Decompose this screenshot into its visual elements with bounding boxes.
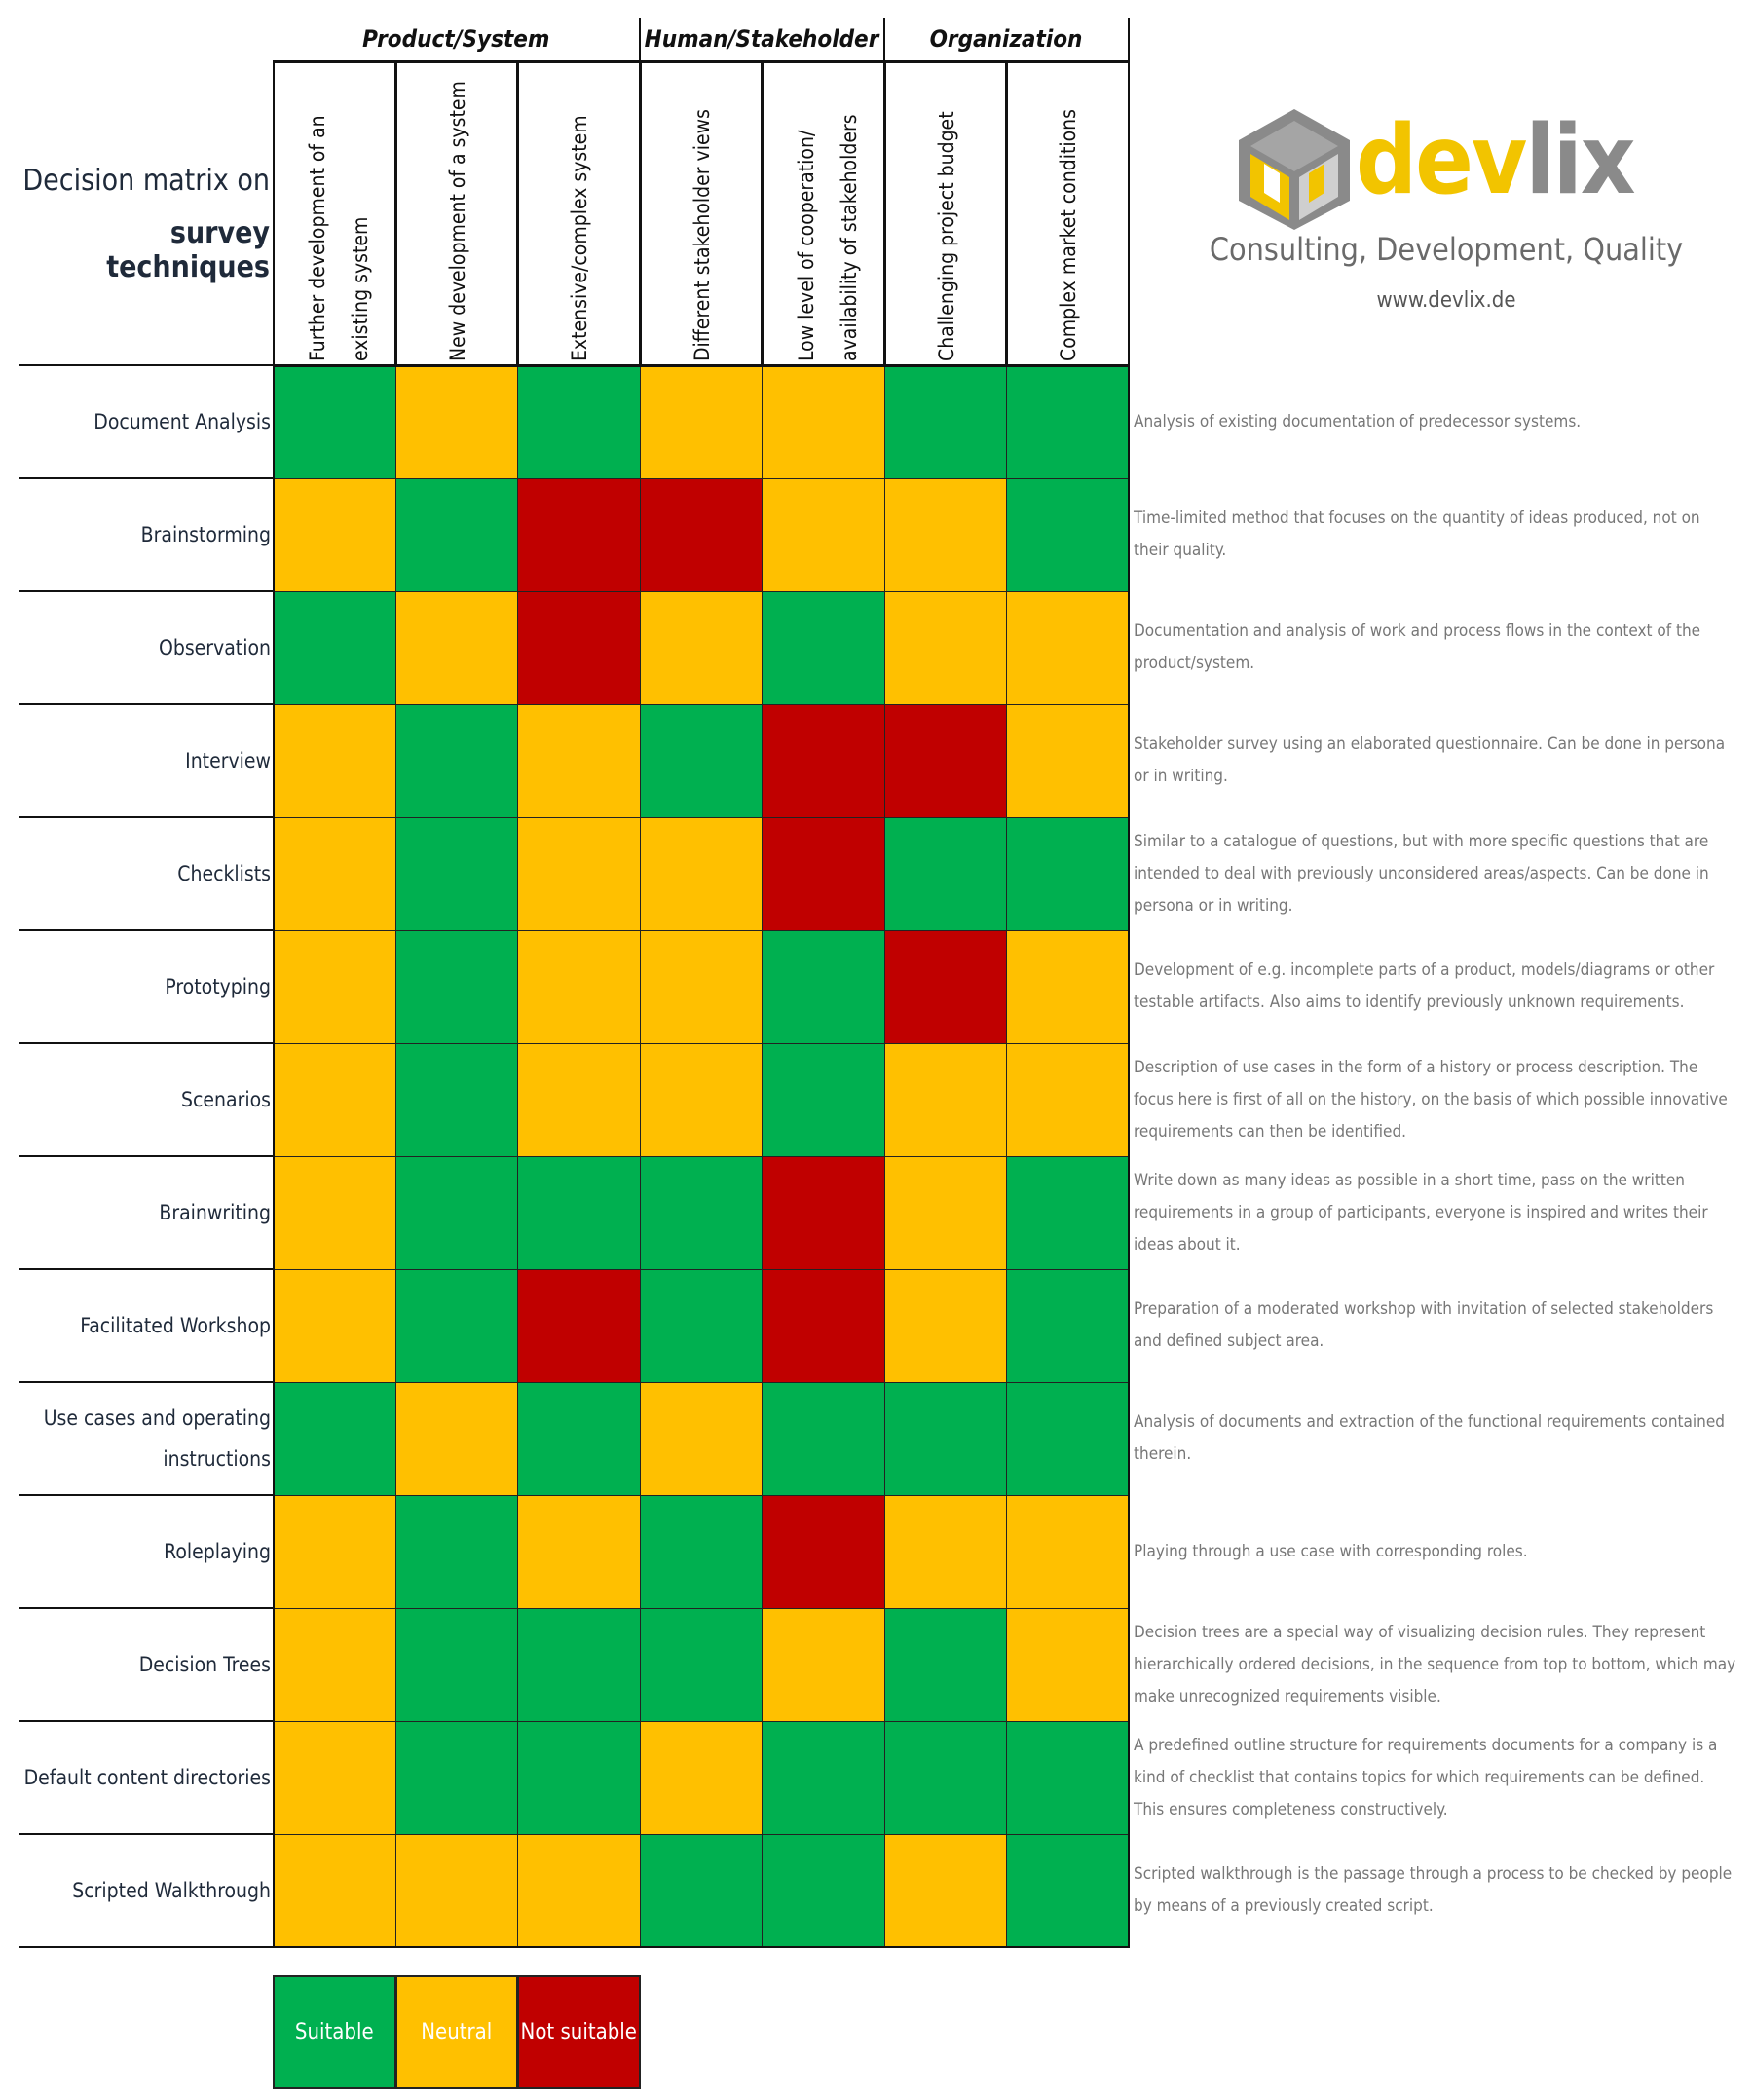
- group-header: Organization: [929, 25, 1083, 53]
- rating-cell-neutral: [1006, 930, 1130, 1044]
- rating-cell-suitable: [517, 365, 641, 479]
- rating-cell-neutral: [517, 1043, 641, 1157]
- rating-cell-neutral: [273, 930, 396, 1044]
- rating-cell-suitable: [395, 704, 519, 818]
- technique-description: [1134, 817, 1737, 930]
- rating-cell-neutral: [1006, 591, 1130, 705]
- description-text: Description of use cases in the form of a history or process description. The focus here is first of all on the history, on the basis of which possible innovative requirements can then be identified.: [1134, 1057, 1728, 1142]
- description-text: Stakeholder survey using an elaborated questionnaire. Can be done in persona or in writing.: [1134, 734, 1726, 786]
- rating-cell-neutral: [273, 478, 396, 592]
- rating-cell-suitable: [884, 817, 1008, 931]
- brand-url[interactable]: www.devlix.de: [1376, 288, 1516, 313]
- rating-cell-neutral: [884, 1269, 1008, 1383]
- rating-cell-suitable: [273, 1382, 396, 1496]
- description-text: Preparation of a moderated workshop with invitation of selected stakeholders and defined subject area.: [1134, 1299, 1714, 1351]
- rating-cell-suitable: [640, 1608, 764, 1722]
- rating-cell-not-suitable: [762, 1495, 885, 1609]
- description-text: A predefined outline structure for requirements documents for a company is a kind of checklist that contains topics for which requirements can be defined. This ensures completeness constructively.: [1134, 1735, 1718, 1819]
- description-text: Decision trees are a special way of visualizing decision rules. They represent hierarchically ordered decisions, in the sequence from top to bottom, which may make unrecognized requirements visible.: [1134, 1622, 1736, 1706]
- row-label: [19, 1608, 271, 1721]
- rating-cell-suitable: [273, 591, 396, 705]
- brand-part-dev: dev: [1356, 105, 1526, 216]
- column-header: [762, 61, 885, 366]
- legend-neutral: Neutral: [395, 1975, 519, 2089]
- group-separator: [883, 18, 885, 62]
- rating-cell-neutral: [1006, 704, 1130, 818]
- technique-name: Checklists: [177, 862, 271, 885]
- column-header: [517, 61, 641, 366]
- legend-not-suitable: Not suitable: [517, 1975, 641, 2089]
- brand-wordmark: [1356, 105, 1634, 216]
- technique-description: [1134, 1043, 1737, 1156]
- matrix-title-line1: Decision matrix on: [22, 164, 270, 198]
- rating-cell-neutral: [273, 1156, 396, 1270]
- rating-cell-suitable: [395, 1721, 519, 1835]
- rating-cell-neutral: [762, 1608, 885, 1722]
- rating-cell-not-suitable: [517, 1269, 641, 1383]
- rating-cell-suitable: [1006, 817, 1130, 931]
- rating-cell-neutral: [395, 365, 519, 479]
- rating-cell-not-suitable: [884, 704, 1008, 818]
- rating-cell-suitable: [762, 930, 885, 1044]
- rating-cell-suitable: [762, 1834, 885, 1948]
- column-header: [1006, 61, 1130, 366]
- rating-cell-suitable: [884, 365, 1008, 479]
- rating-cell-suitable: [762, 1043, 885, 1157]
- rating-cell-neutral: [517, 704, 641, 818]
- rating-cell-neutral: [273, 1043, 396, 1157]
- rating-cell-suitable: [1006, 1721, 1130, 1835]
- rating-cell-neutral: [640, 817, 764, 931]
- row-label: [19, 1043, 271, 1156]
- rating-cell-neutral: [273, 1269, 396, 1383]
- row-label: [19, 365, 271, 478]
- rating-cell-suitable: [640, 1495, 764, 1609]
- column-header-label: availability of stakeholders: [838, 114, 861, 361]
- description-text: Analysis of documents and extraction of the functional requirements contained therein.: [1134, 1412, 1725, 1464]
- column-header-label: Challenging project budget: [934, 111, 958, 361]
- technique-description: [1134, 1834, 1737, 1947]
- technique-name: Use cases and operating instructions: [43, 1406, 271, 1471]
- rating-cell-suitable: [273, 365, 396, 479]
- description-text: Documentation and analysis of work and process flows in the context of the product/system.: [1134, 621, 1701, 673]
- rating-cell-neutral: [395, 1834, 519, 1948]
- rating-cell-neutral: [273, 817, 396, 931]
- rating-cell-neutral: [273, 1495, 396, 1609]
- rating-cell-neutral: [273, 1834, 396, 1948]
- rating-cell-suitable: [884, 1382, 1008, 1496]
- group-separator: [639, 18, 641, 62]
- row-label: [19, 930, 271, 1043]
- technique-description: [1134, 1156, 1737, 1269]
- description-text: Time-limited method that focuses on the quantity of ideas produced, not on their quality.: [1134, 508, 1700, 560]
- column-header: [884, 61, 1008, 366]
- group-header: Product/System: [362, 25, 550, 53]
- column-header-label: Low level of cooperation/: [795, 130, 818, 361]
- rating-cell-suitable: [517, 1156, 641, 1270]
- technique-description: [1134, 591, 1737, 704]
- column-header: [640, 61, 764, 366]
- rating-cell-neutral: [884, 478, 1008, 592]
- description-text: Similar to a catalogue of questions, but with more specific questions that are intended to deal with previously unconsidered areas/aspects. Can be done in persona or in writing.: [1134, 831, 1709, 916]
- rating-cell-not-suitable: [640, 478, 764, 592]
- rating-cell-neutral: [884, 1043, 1008, 1157]
- rating-cell-suitable: [395, 1269, 519, 1383]
- rating-cell-suitable: [884, 1721, 1008, 1835]
- rating-cell-neutral: [762, 365, 885, 479]
- rating-cell-suitable: [1006, 1834, 1130, 1948]
- rating-cell-neutral: [884, 1495, 1008, 1609]
- technique-name: Prototyping: [165, 975, 271, 998]
- rating-cell-not-suitable: [884, 930, 1008, 1044]
- column-header: [395, 61, 519, 366]
- brand-part-lix: lix: [1525, 105, 1634, 216]
- column-header: [273, 61, 396, 366]
- rating-cell-neutral: [640, 930, 764, 1044]
- rating-cell-not-suitable: [762, 1156, 885, 1270]
- legend-suitable: Suitable: [273, 1975, 396, 2089]
- rating-cell-suitable: [517, 1608, 641, 1722]
- row-label: [19, 817, 271, 930]
- technique-name: Facilitated Workshop: [80, 1314, 271, 1337]
- technique-description: [1134, 1269, 1737, 1382]
- technique-name: Observation: [158, 636, 271, 659]
- rating-cell-neutral: [884, 1834, 1008, 1948]
- rating-cell-neutral: [640, 1043, 764, 1157]
- technique-name: Roleplaying: [164, 1540, 271, 1563]
- row-label: [19, 1834, 271, 1947]
- row-label: [19, 478, 271, 591]
- description-text: Playing through a use case with corresponding roles.: [1134, 1541, 1528, 1561]
- rating-cell-neutral: [395, 1382, 519, 1496]
- technique-description: [1134, 930, 1737, 1043]
- row-label: [19, 1269, 271, 1382]
- rating-cell-suitable: [395, 930, 519, 1044]
- rating-cell-neutral: [1006, 1043, 1130, 1157]
- rating-cell-suitable: [1006, 365, 1130, 479]
- rating-cell-suitable: [517, 1382, 641, 1496]
- rating-cell-suitable: [640, 704, 764, 818]
- technique-name: Interview: [185, 749, 271, 772]
- row-divider: [19, 1946, 273, 1948]
- technique-name: Decision Trees: [138, 1653, 271, 1676]
- description-text: Write down as many ideas as possible in a short time, pass on the written requirements in a group of participants, everyone is inspired and writes their ideas about it.: [1134, 1170, 1708, 1255]
- rating-cell-suitable: [395, 1608, 519, 1722]
- rating-cell-not-suitable: [517, 478, 641, 592]
- rating-cell-suitable: [395, 1043, 519, 1157]
- rating-cell-neutral: [640, 591, 764, 705]
- rating-cell-neutral: [1006, 1608, 1130, 1722]
- description-text: Scripted walkthrough is the passage through a process to be checked by people by means of a previously created script.: [1134, 1864, 1733, 1916]
- rating-cell-suitable: [517, 1721, 641, 1835]
- rating-cell-neutral: [517, 817, 641, 931]
- brand-tagline: Consulting, Development, Quality: [1209, 231, 1684, 268]
- technique-name: Brainstorming: [140, 523, 271, 546]
- column-header-label: Further development of an: [306, 115, 329, 361]
- row-label: [19, 704, 271, 817]
- rating-cell-neutral: [884, 591, 1008, 705]
- technique-name: Brainwriting: [159, 1201, 271, 1224]
- rating-cell-not-suitable: [517, 591, 641, 705]
- rating-cell-suitable: [395, 1495, 519, 1609]
- rating-cell-suitable: [640, 1834, 764, 1948]
- technique-description: [1134, 1382, 1737, 1495]
- rating-cell-neutral: [1006, 1495, 1130, 1609]
- rating-cell-neutral: [395, 591, 519, 705]
- column-header-label: existing system: [349, 216, 372, 361]
- rating-cell-suitable: [762, 1721, 885, 1835]
- rating-cell-not-suitable: [762, 817, 885, 931]
- technique-name: Default content directories: [23, 1766, 271, 1789]
- rating-cell-neutral: [762, 478, 885, 592]
- technique-description: [1134, 1495, 1737, 1608]
- rating-cell-neutral: [517, 930, 641, 1044]
- rating-cell-neutral: [640, 365, 764, 479]
- rating-cell-suitable: [1006, 1382, 1130, 1496]
- rating-cell-not-suitable: [762, 1269, 885, 1383]
- technique-description: [1134, 1608, 1737, 1721]
- rating-cell-suitable: [884, 1608, 1008, 1722]
- row-label: [19, 1156, 271, 1269]
- rating-cell-neutral: [517, 1495, 641, 1609]
- rating-cell-neutral: [884, 1156, 1008, 1270]
- technique-description: [1134, 704, 1737, 817]
- matrix-title-line2: survey techniques: [106, 216, 270, 284]
- technique-description: [1134, 1721, 1737, 1834]
- column-header-label: Extensive/complex system: [568, 115, 591, 361]
- rating-cell-not-suitable: [762, 704, 885, 818]
- column-header-label: Complex market conditions: [1057, 108, 1080, 361]
- rating-cell-neutral: [273, 1721, 396, 1835]
- row-label: [19, 1721, 271, 1834]
- rating-cell-suitable: [1006, 478, 1130, 592]
- rating-cell-neutral: [273, 704, 396, 818]
- technique-name: Scenarios: [181, 1088, 271, 1111]
- rating-cell-neutral: [517, 1834, 641, 1948]
- devlix-cube-icon: [1235, 107, 1354, 232]
- rating-cell-neutral: [273, 1608, 396, 1722]
- technique-name: Document Analysis: [93, 410, 271, 433]
- row-label: [19, 1495, 271, 1608]
- group-header: Human/Stakeholder: [644, 25, 879, 53]
- rating-cell-suitable: [1006, 1269, 1130, 1383]
- technique-description: [1134, 365, 1737, 478]
- description-text: Analysis of existing documentation of predecessor systems.: [1134, 411, 1582, 431]
- rating-cell-suitable: [640, 1156, 764, 1270]
- rating-cell-suitable: [640, 1269, 764, 1383]
- technique-name: Scripted Walkthrough: [72, 1879, 271, 1902]
- row-label: [19, 591, 271, 704]
- technique-description: [1134, 478, 1737, 591]
- column-header-label: New development of a system: [445, 81, 469, 361]
- rating-cell-suitable: [395, 478, 519, 592]
- rating-cell-suitable: [1006, 1156, 1130, 1270]
- description-text: Development of e.g. incomplete parts of a product, models/diagrams or other testable artifacts. Also aims to identify previously unknown requirements.: [1134, 960, 1715, 1012]
- rating-cell-suitable: [395, 1156, 519, 1270]
- rating-cell-suitable: [762, 1382, 885, 1496]
- rating-cell-neutral: [640, 1721, 764, 1835]
- rating-cell-suitable: [395, 817, 519, 931]
- rating-cell-suitable: [762, 591, 885, 705]
- rating-cell-neutral: [640, 1382, 764, 1496]
- column-header-label: Different stakeholder views: [690, 109, 714, 361]
- row-label: [19, 1382, 271, 1495]
